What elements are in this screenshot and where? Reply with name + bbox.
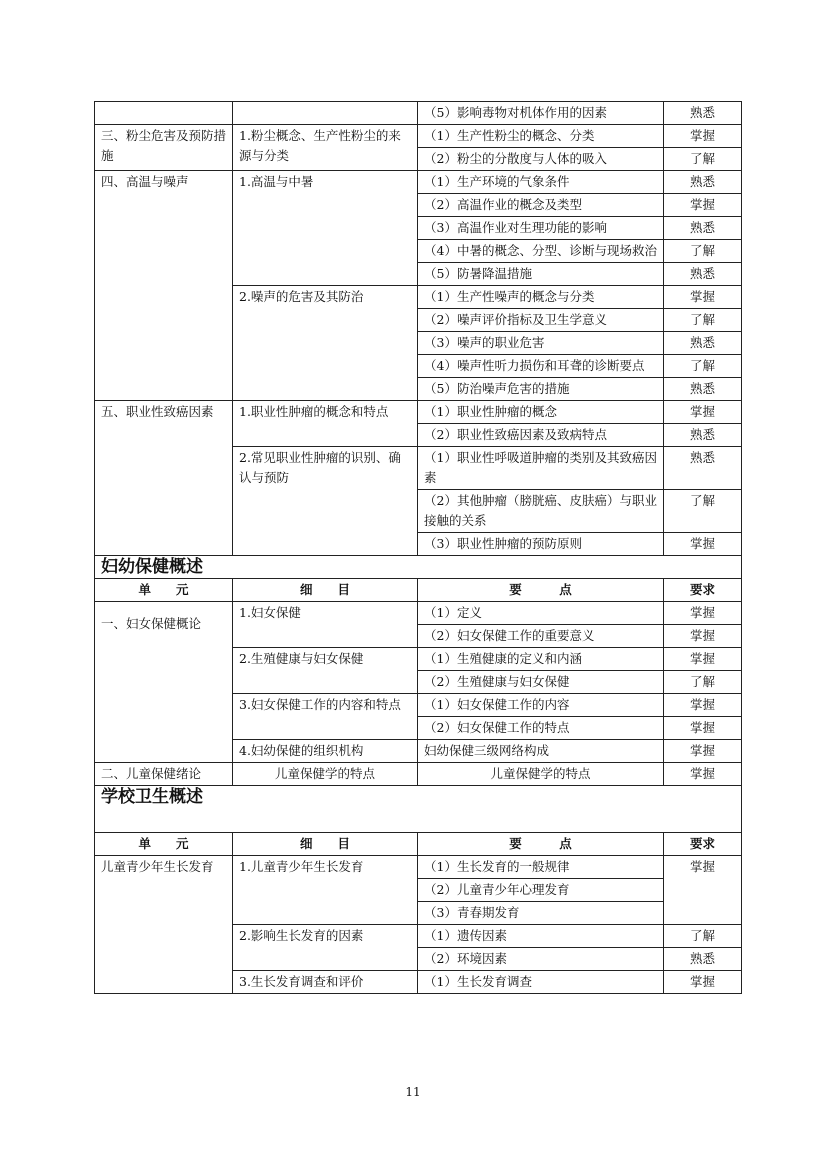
header-detail: 细 目 — [233, 833, 418, 856]
requirement-cell: 掌握 — [664, 971, 742, 994]
point-cell: 妇幼保健三级网络构成 — [418, 740, 664, 763]
requirement-cell: 掌握 — [664, 763, 742, 786]
point-cell: （3）职业性肿瘤的预防原则 — [418, 533, 664, 556]
requirement-cell: 熟悉 — [664, 948, 742, 971]
point-cell: 儿童保健学的特点 — [418, 763, 664, 786]
header-requirement: 要求 — [664, 579, 742, 602]
header-detail: 细 目 — [233, 579, 418, 602]
point-cell: （1）妇女保健工作的内容 — [418, 694, 664, 717]
section-title: 学校卫生概述 — [95, 786, 742, 833]
unit-cell: 二、儿童保健绪论 — [95, 763, 233, 786]
requirement-cell: 掌握 — [664, 286, 742, 309]
point-cell: （2）环境因素 — [418, 948, 664, 971]
requirement-cell: 熟悉 — [664, 447, 742, 490]
unit-cell: 四、高温与噪声 — [95, 171, 233, 401]
requirement-cell: 掌握 — [664, 125, 742, 148]
unit-cell: 儿童青少年生长发育 — [95, 856, 233, 994]
requirement-cell: 掌握 — [664, 694, 742, 717]
detail-cell: 1.高温与中暑 — [233, 171, 418, 286]
requirement-cell: 熟悉 — [664, 378, 742, 401]
requirement-cell: 掌握 — [664, 401, 742, 424]
requirement-cell: 了解 — [664, 355, 742, 378]
requirement-cell: 熟悉 — [664, 102, 742, 125]
detail-cell: 2.噪声的危害及其防治 — [233, 286, 418, 401]
point-cell: （1）定义 — [418, 602, 664, 625]
point-cell: （4）中暑的概念、分型、诊断与现场救治 — [418, 240, 664, 263]
point-cell: （2）粉尘的分散度与人体的吸入 — [418, 148, 664, 171]
requirement-cell: 了解 — [664, 671, 742, 694]
point-cell: （4）噪声性听力损伤和耳聋的诊断要点 — [418, 355, 664, 378]
requirement-cell: 掌握 — [664, 625, 742, 648]
unit-cell: 三、粉尘危害及预防措施 — [95, 125, 233, 171]
point-cell: （1）职业性肿瘤的概念 — [418, 401, 664, 424]
table-row — [95, 602, 742, 625]
point-cell: （1）生长发育调查 — [418, 971, 664, 994]
point-cell: （2）儿童青少年心理发育 — [418, 879, 664, 902]
point-cell: （2）职业性致癌因素及致病特点 — [418, 424, 664, 447]
section-title-row — [95, 556, 742, 579]
point-cell: （2）妇女保健工作的特点 — [418, 717, 664, 740]
header-unit: 单 元 — [95, 579, 233, 602]
detail-cell — [233, 102, 418, 125]
point-cell: （2）妇女保健工作的重要意义 — [418, 625, 664, 648]
point-cell: （1）生产环境的气象条件 — [418, 171, 664, 194]
header-point: 要 点 — [418, 833, 664, 856]
table-row — [95, 856, 742, 879]
point-cell: （1）生殖健康的定义和内涵 — [418, 648, 664, 671]
detail-cell: 儿童保健学的特点 — [233, 763, 418, 786]
header-unit: 单 元 — [95, 833, 233, 856]
requirement-cell: 了解 — [664, 925, 742, 948]
table-row — [95, 102, 742, 125]
detail-cell: 2.常见职业性肿瘤的识别、确认与预防 — [233, 447, 418, 556]
point-cell: （5）防暑降温措施 — [418, 263, 664, 286]
table-row — [95, 763, 742, 786]
unit-cell: 一、妇女保健概论 — [95, 602, 233, 763]
unit-cell: 五、职业性致癌因素 — [95, 401, 233, 556]
requirement-cell: 掌握 — [664, 648, 742, 671]
page-number: 11 — [405, 1085, 421, 1099]
requirement-cell: 了解 — [664, 490, 742, 533]
section-title-row — [95, 786, 742, 833]
unit-cell — [95, 102, 233, 125]
detail-cell: 1.儿童青少年生长发育 — [233, 856, 418, 925]
table-row — [95, 125, 742, 148]
requirement-cell: 熟悉 — [664, 217, 742, 240]
point-cell: （2）噪声评价指标及卫生学意义 — [418, 309, 664, 332]
detail-cell: 2.生殖健康与妇女保健 — [233, 648, 418, 694]
table-row — [95, 171, 742, 194]
point-cell: （3）噪声的职业危害 — [418, 332, 664, 355]
requirement-cell: 熟悉 — [664, 171, 742, 194]
detail-cell: 3.生长发育调查和评价 — [233, 971, 418, 994]
requirement-cell: 了解 — [664, 309, 742, 332]
requirement-cell: 熟悉 — [664, 424, 742, 447]
detail-cell: 3.妇女保健工作的内容和特点 — [233, 694, 418, 740]
syllabus-table — [94, 101, 742, 994]
point-cell: （1）职业性呼吸道肿瘤的类别及其致癌因素 — [418, 447, 664, 490]
detail-cell: 2.影响生长发育的因素 — [233, 925, 418, 971]
header-point: 要 点 — [418, 579, 664, 602]
point-cell: （1）遗传因素 — [418, 925, 664, 948]
point-cell: （2）其他肿瘤（膀胱癌、皮肤癌）与职业接触的关系 — [418, 490, 664, 533]
requirement-cell: 了解 — [664, 240, 742, 263]
requirement-cell: 熟悉 — [664, 263, 742, 286]
point-cell: （1）生产性噪声的概念与分类 — [418, 286, 664, 309]
point-cell: （1）生产性粉尘的概念、分类 — [418, 125, 664, 148]
requirement-cell: 掌握 — [664, 194, 742, 217]
requirement-cell: 掌握 — [664, 717, 742, 740]
table-header-row — [95, 833, 742, 856]
detail-cell: 1.妇女保健 — [233, 602, 418, 648]
point-cell: （5）防治噪声危害的措施 — [418, 378, 664, 401]
requirement-cell: 了解 — [664, 148, 742, 171]
requirement-cell: 熟悉 — [664, 332, 742, 355]
point-cell: （3）高温作业对生理功能的影响 — [418, 217, 664, 240]
detail-cell: 1.粉尘概念、生产性粉尘的来源与分类 — [233, 125, 418, 171]
point-cell: （2）生殖健康与妇女保健 — [418, 671, 664, 694]
section-title: 妇幼保健概述 — [95, 556, 742, 579]
point-cell: （3）青春期发育 — [418, 902, 664, 925]
requirement-cell: 掌握 — [664, 602, 742, 625]
table-row — [95, 401, 742, 424]
requirement-cell: 掌握 — [664, 740, 742, 763]
table-header-row — [95, 579, 742, 602]
point-cell: （2）高温作业的概念及类型 — [418, 194, 664, 217]
point-cell: （1）生长发育的一般规律 — [418, 856, 664, 879]
requirement-cell: 掌握 — [664, 856, 742, 925]
detail-cell: 1.职业性肿瘤的概念和特点 — [233, 401, 418, 447]
point-cell: （5）影响毒物对机体作用的因素 — [418, 102, 664, 125]
detail-cell: 4.妇幼保健的组织机构 — [233, 740, 418, 763]
header-requirement: 要求 — [664, 833, 742, 856]
requirement-cell: 掌握 — [664, 533, 742, 556]
